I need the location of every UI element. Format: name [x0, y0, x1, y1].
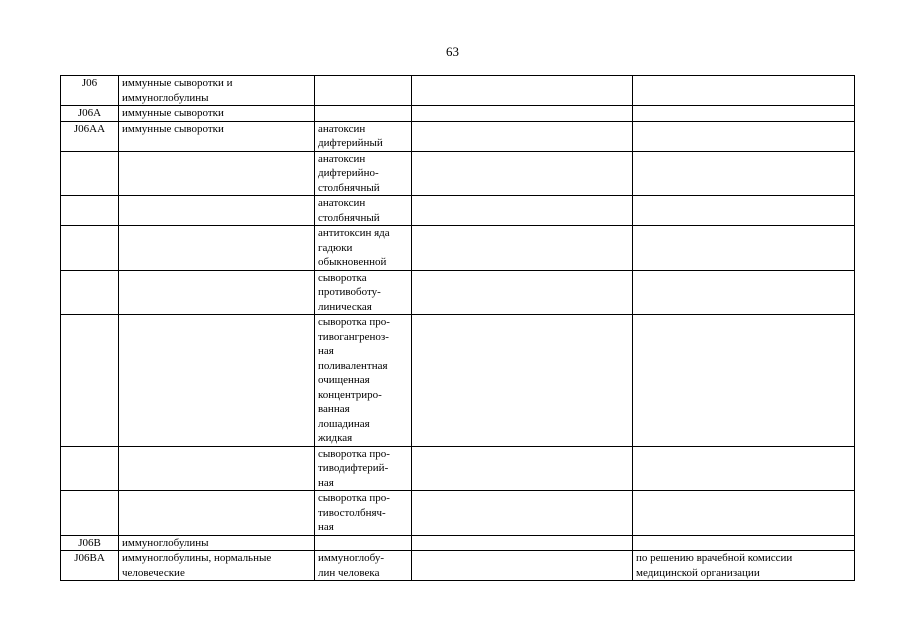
atc-code-cell [61, 535, 119, 551]
cell-line: дифтерийный [318, 137, 383, 149]
page-number: 63 [446, 44, 459, 59]
dosage-form-cell [412, 270, 633, 315]
atc-code-cell [61, 151, 119, 196]
table-row [61, 196, 855, 226]
drug-name-cell [315, 121, 412, 151]
group-name-cell [119, 315, 315, 447]
table-row [61, 315, 855, 447]
dosage-form-cell [412, 491, 633, 536]
cell-line: J06 [81, 77, 98, 89]
cell-line: сыворотка про- [318, 316, 390, 328]
note-cell [633, 315, 855, 447]
cell-line: лошадиная [318, 417, 370, 430]
note-cell [633, 76, 855, 106]
table-row [61, 106, 855, 122]
group-name-cell [119, 270, 315, 315]
drug-name-cell [315, 76, 412, 106]
cell-line: медицинской организации [636, 566, 760, 579]
dosage-form-cell [412, 315, 633, 447]
cell-line: иммуноглобулины [122, 91, 209, 104]
cell-line: столбнячный [318, 211, 380, 224]
cell-line: J06B [78, 536, 101, 549]
cell-line: тиводифтерий- [318, 462, 389, 474]
atc-code-cell [61, 121, 119, 151]
note-cell [633, 491, 855, 536]
drug-name-cell [315, 151, 412, 196]
dosage-form-cell [412, 76, 633, 106]
cell-line: концентриро- [318, 388, 382, 401]
dosage-form-cell [412, 551, 633, 581]
dosage-form-cell [412, 446, 633, 491]
atc-code-cell [61, 491, 119, 536]
cell-line: иммуноглобулины, нормальные [122, 552, 272, 564]
cell-line: линическая [318, 300, 372, 313]
note-cell [633, 226, 855, 271]
atc-code-cell [61, 226, 119, 271]
cell-line: сыворотка про- [318, 447, 390, 460]
dosage-form-cell [412, 121, 633, 151]
table-row [61, 151, 855, 196]
drug-table [60, 75, 855, 581]
group-name-cell [119, 226, 315, 271]
cell-line: поливалентная [318, 359, 388, 372]
cell-line: очищенная [318, 374, 370, 386]
note-cell [633, 106, 855, 122]
cell-line: сыворотка про- [318, 492, 390, 504]
group-name-cell [119, 121, 315, 151]
atc-code-cell [61, 76, 119, 106]
group-name-cell [119, 551, 315, 581]
cell-line: анатоксин [318, 152, 366, 165]
table-row [61, 535, 855, 551]
cell-line: тивогангреноз- [318, 330, 389, 343]
dosage-form-cell [412, 226, 633, 271]
table-row [61, 76, 855, 106]
group-name-cell [119, 446, 315, 491]
cell-line: человеческие [122, 566, 185, 579]
dosage-form-cell [412, 535, 633, 551]
note-cell [633, 151, 855, 196]
cell-line: сыворотка [318, 271, 367, 284]
cell-line: J06A [77, 107, 102, 119]
cell-line: иммуноглобулины [122, 536, 209, 549]
group-name-cell [119, 535, 315, 551]
atc-code-cell [61, 106, 119, 122]
cell-line: лин человека [318, 566, 380, 579]
table-body [61, 76, 855, 581]
cell-line: анатоксин [318, 197, 366, 209]
note-cell [633, 446, 855, 491]
table-row [61, 446, 855, 491]
table-row [61, 226, 855, 271]
atc-code-cell [61, 270, 119, 315]
cell-line: ная [318, 345, 334, 357]
cell-line: J06AA [73, 122, 106, 135]
cell-line: гадюки [318, 241, 353, 254]
group-name-cell [119, 196, 315, 226]
cell-line: противоботу- [318, 286, 381, 298]
cell-line: жидкая [318, 432, 353, 444]
table-row [61, 491, 855, 536]
note-cell [633, 121, 855, 151]
drug-name-cell [315, 446, 412, 491]
atc-code-cell [61, 446, 119, 491]
cell-line: иммунные сыворотки и [122, 77, 233, 89]
cell-line: ная [318, 476, 334, 489]
drug-name-cell [315, 196, 412, 226]
drug-name-cell [315, 551, 412, 581]
dosage-form-cell [412, 151, 633, 196]
dosage-form-cell [412, 106, 633, 122]
cell-line: J06BA [74, 552, 105, 564]
cell-line: иммунные сыворотки [122, 107, 224, 119]
group-name-cell [119, 106, 315, 122]
cell-line: иммунные сыворотки [122, 122, 224, 135]
drug-name-cell [315, 315, 412, 447]
group-name-cell [119, 76, 315, 106]
table-row [61, 551, 855, 581]
atc-code-cell [61, 551, 119, 581]
note-cell [633, 551, 855, 581]
group-name-cell [119, 491, 315, 536]
drug-name-cell [315, 491, 412, 536]
note-cell [633, 270, 855, 315]
drug-name-cell [315, 226, 412, 271]
atc-code-cell [61, 315, 119, 447]
table-row [61, 121, 855, 151]
group-name-cell [119, 151, 315, 196]
cell-line: столбнячный [318, 181, 380, 194]
cell-line: дифтерийно- [318, 167, 379, 179]
atc-code-cell [61, 196, 119, 226]
cell-line: тивостолбняч- [318, 506, 386, 519]
cell-line: по решению врачебной комиссии [636, 552, 793, 564]
cell-line: ная [318, 521, 334, 533]
drug-name-cell [315, 535, 412, 551]
table-row [61, 270, 855, 315]
drug-name-cell [315, 106, 412, 122]
note-cell [633, 196, 855, 226]
note-cell [633, 535, 855, 551]
cell-line: антитоксин яда [318, 227, 390, 239]
cell-line: ванная [318, 403, 350, 415]
cell-line: анатоксин [318, 122, 366, 135]
drug-name-cell [315, 270, 412, 315]
dosage-form-cell [412, 196, 633, 226]
cell-line: иммуноглобу- [318, 552, 384, 564]
cell-line: обыкновенной [318, 256, 387, 268]
